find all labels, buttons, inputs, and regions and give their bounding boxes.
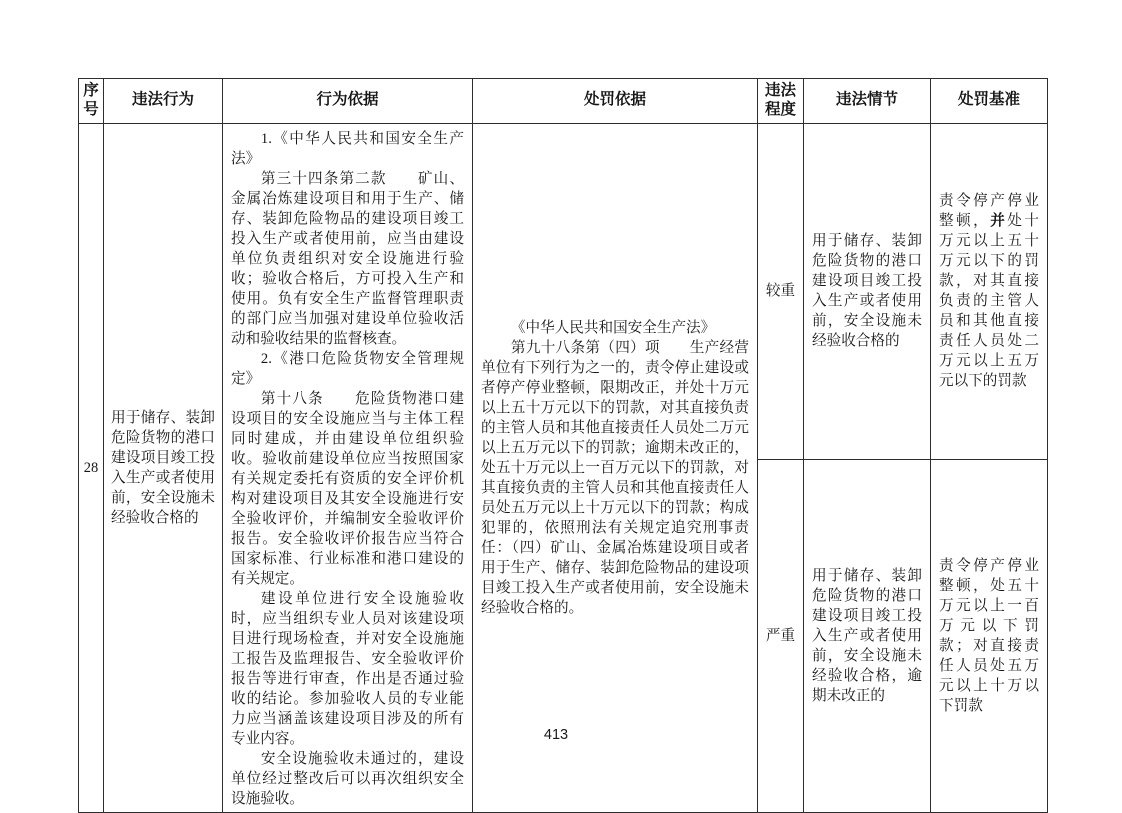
violation-cell [104, 123, 223, 812]
behavior-basis-cell [223, 123, 473, 812]
punishment-paragraph: 《中华人民共和国安全生产法》 [510, 319, 716, 336]
regulation-table [78, 78, 1048, 813]
header-behavior-basis: 行为依据 [223, 79, 473, 124]
violation-text: 用于储存、装卸危险货物的港口建设项目竣工投入生产或者使用前，安全设施未经验收合格的 [111, 409, 215, 526]
header-violation-degree: 违法程度 [758, 79, 804, 124]
penalty-text: 责令停产停业整顿，处五十万元以上一百万元以下罚款；对直接责任人员处五万元以上十万以下罚款 [939, 557, 1039, 714]
page-number: 413 [543, 727, 569, 743]
behavior-paragraph: 2.《港口危险货物安全管理规定》 [231, 350, 464, 387]
header-violation-circumstance: 违法情节 [804, 79, 931, 124]
penalty-text-suffix: 处十万元以上五十万元以下的罚款，对其直接负责的主管人员和其他直接责任人员处二万元以上五万元以下的罚款 [939, 213, 1039, 390]
degree-cell-serious: 严重 [758, 459, 804, 812]
punishment-basis-cell [473, 123, 758, 812]
behavior-paragraph: 建设单位进行安全设施验收时，应当组织专业人员对该建设项目进行现场检查，并对安全设施施工报告及监理报告、安全验收评价报告等进行审查，作出是否通过验收的结论。参加验收人员的专业能力应当涵盖该建设项目涉及的所有专业内容。 [231, 590, 464, 747]
header-punishment-basis: 处罚依据 [473, 79, 758, 124]
header-seq: 序号 [79, 79, 104, 124]
degree-cell-relatively-serious: 较重 [758, 123, 804, 459]
table-row-28-upper [79, 123, 1048, 459]
behavior-paragraph: 1.《中华人民共和国安全生产法》 [231, 130, 464, 167]
penalty-text-prefix: 责令停产停业整顿， [939, 193, 1039, 230]
penalty-cell-upper [931, 123, 1048, 459]
behavior-paragraph: 安全设施验收未通过的，建设单位经过整改后可以再次组织安全设施验收。 [231, 750, 464, 807]
behavior-paragraph: 第三十四条第二款 矿山、金属冶炼建设项目和用于生产、储存、装卸危险物品的建设项目竣工投入生产或者使用前，应当由建设单位负责组织对安全设施进行验收；验收合格后，方可投入生产和使用。负有安全生产监督管理职责的部门应当加强对建设单位验收活动和验收结果的监督核查。 [231, 170, 464, 347]
header-punishment-standard: 处罚基准 [931, 79, 1048, 124]
circumstance-cell-lower [804, 459, 931, 812]
circumstance-cell-upper [804, 123, 931, 459]
behavior-paragraph: 第十八条 危险货物港口建设项目的安全设施应当与主体工程同时建成，并由建设单位组织验收。验收前建设单位应当按照国家有关规定委托有资质的安全评价机构对建设项目及其安全设施进行安全验收评价，并编制安全验收评价报告。安全验收评价报告应当符合国家标准、行业标准和港口建设的有关规定。 [231, 390, 464, 587]
circumstance-text: 用于储存、装卸危险货物的港口建设项目竣工投入生产或者使用前，安全设施未经验收合格的 [812, 233, 922, 350]
circumstance-text: 用于储存、装卸危险货物的港口建设项目竣工投入生产或者使用前，安全设施未经验收合格，逾期未改正的 [812, 567, 922, 704]
seq-cell: 28 [79, 123, 104, 812]
table-header-row [79, 79, 1048, 124]
penalty-text-emphasis: 并 [990, 213, 1008, 230]
punishment-paragraph: 第九十八条第（四）项 生产经营单位有下列行为之一的，责令停止建设或者停产停业整顿，限期改正，并处十万元以上五十万元以下的罚款，对其直接负责的主管人员和其他直接责任人员处二万元以上五万元以下的罚款；逾期未改正的，处五十万元以上一百万元以下的罚款，对其直接负责的主管人员和其他直接责任人员处五万元以上十万元以下的罚款；构成犯罪的，依照刑法有关规定追究刑事责任：（四）矿山、金属冶炼建设项目或者用于生产、储存、装卸危险物品的建设项目竣工投入生产或者使用前，安全设施未经验收合格的。 [481, 339, 749, 616]
penalty-cell-lower [931, 459, 1048, 812]
header-violation: 违法行为 [104, 79, 223, 124]
